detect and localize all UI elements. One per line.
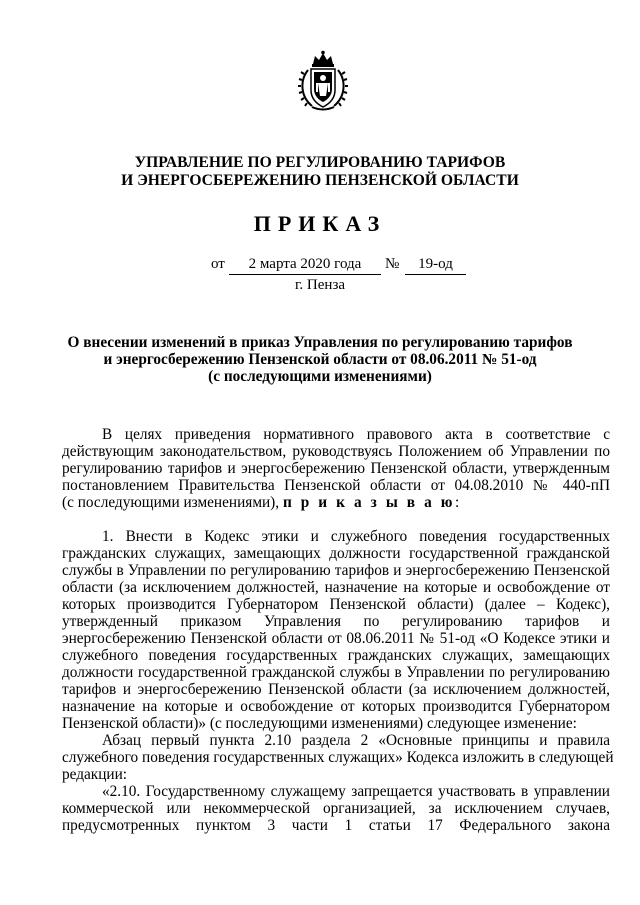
body-text-line: области (за исключением должностей, назначение на которые и освобождение от [62,579,610,596]
date-prefix: от [211,256,225,272]
body-text-line: регулированию тарифов и энергосбережению Пензенской области, утвержденным [62,460,610,477]
body-text-line: коммерческой или некоммерческой организацией, за исключением случаев, [62,800,610,817]
body-text-line: гражданских служащих, замещающих должности государственной гражданской [62,545,610,562]
body-text-line: Пензенской области)» (с последующими изменениями) следующее изменение: [62,715,577,732]
body-text-line: 1. Внести в Кодекс этики и служебного поведения государственных [102,528,610,545]
organization-name-line-2: И ЭНЕРГОСБЕРЕЖЕНИЮ ПЕНЗЕНСКОЙ ОБЛАСТИ [121,172,519,189]
document-title-line: О внесении изменений в приказ Управления по регулированию тарифов [67,334,573,351]
body-text-line: Абзац первый пункта 2.10 раздела 2 «Основные принципы и правила [102,732,610,749]
body-text-line: редакции: [62,766,128,783]
order-keyword: п р и к а з ы в а ю [282,494,456,511]
body-text-line: тарифов и энергосбережению Пензенской области (за исключением должностей, [62,681,610,698]
document-title-line: и энергосбережению Пензенской области от 08.06.2011 № 51-од [103,351,537,368]
body-text-line: назначение на которые и освобождение от которых производится Губернатором [62,698,610,715]
body-text-line: служебного поведения государственных гражданских служащих, замещающих [62,647,610,664]
body-text-line: должности государственной гражданской службы в Управлении по регулированию [62,664,610,681]
document-title-line: (с последующими изменениями) [208,368,432,385]
city-name: г. Пенза [294,277,346,293]
document-type-heading: ПРИКАЗ [253,211,387,236]
body-text-line [62,494,610,511]
body-text-fragment: : [455,494,460,511]
body-text-line: действующим законодательством, руководствуясь Положением об Управлении по [62,443,610,460]
date-number-line [0,256,640,276]
body-text-line: предусмотренных пунктом 3 части 1 статьи 17 Федерального закона [62,817,610,834]
body-text-line: постановлением Правительства Пензенской области от 04.08.2010 № 440-пП [62,477,610,494]
body-text-line: которых производится Губернатором Пензенской области) (далее – Кодекс), [62,596,610,613]
document-date: 2 марта 2020 года [229,256,381,275]
body-text-line: энергосбережению Пензенской области от 08.06.2011 № 51-од «О Кодексе этики и [62,630,610,647]
body-text-fragment: (с последующими изменениями), [62,494,280,511]
body-text-line: служебного поведения государственных служащих» Кодекса изложить в следующей [62,749,614,766]
body-text-line: В целях приведения нормативного правового акта в соответствие с [102,426,610,443]
body-text-line: «2.10. Государственному служащему запрещается участвовать в управлении [102,783,610,800]
body-text-line: службы в Управлении по регулированию тарифов и энергосбережению Пензенской [62,562,610,579]
coat-of-arms-emblem [298,50,348,112]
number-sign: № [385,256,400,272]
body-text-line: утвержденный приказом Управления по регулированию тарифов и [62,613,610,630]
document-number: 19-од [405,256,466,275]
organization-name-line-1: УПРАВЛЕНИЕ ПО РЕГУЛИРОВАНИЮ ТАРИФОВ [134,154,506,171]
